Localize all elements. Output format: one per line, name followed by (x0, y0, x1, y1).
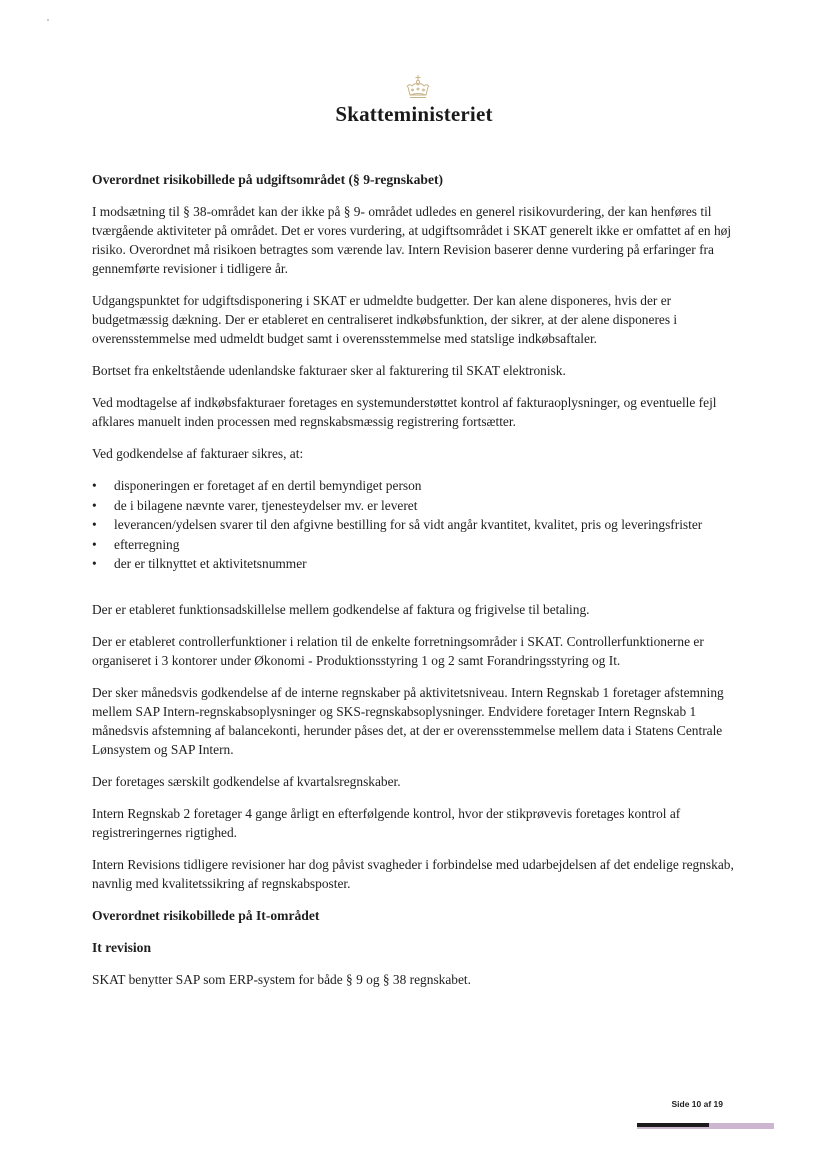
crown-icon (403, 74, 433, 100)
page-progress-fill (637, 1123, 709, 1127)
page-progress-track (637, 1123, 774, 1129)
paragraph-risikovurdering: I modsætning til § 38-området kan der ikke på § 9- området udledes en generel risikovurdering, der kan henføres til tværgående aktiviteter på området. Det er vores vurdering, at udgiftsområdet i SKAT generelt ikke er omfattet af en høj risiko. Overordnet må risikoen betragtes som værende lav. Intern Revision baserer denne vurdering på erfaringer fra gennemførte revisioner i tidligere år. (92, 204, 732, 276)
subsection-heading-it-revision: It revision (92, 939, 152, 955)
document-body (92, 170, 742, 1002)
paragraph-erp-system: SKAT benytter SAP som ERP-system for både § 9 og § 38 regnskabet. (92, 971, 471, 987)
paragraph-efterfoelgende-kontrol: Intern Regnskab 2 foretager 4 gange årligt en efterfølgende kontrol, hvor der stikprøvevis foretages kontrol af registreringernes rigtighed. (92, 805, 681, 840)
bullet-icon: • (92, 497, 97, 513)
paragraph-fakturering: Bortset fra enkeltstående udenlandske fakturaer sker al fakturering til SKAT elektronisk. (92, 363, 566, 378)
ministry-title: Skatteministeriet (335, 102, 493, 126)
list-item: • efterregning (92, 535, 742, 555)
bullet-icon: • (92, 517, 97, 532)
bullet-icon: • (92, 478, 97, 493)
list-item: • der er tilknyttet et aktivitetsnummer (92, 554, 742, 574)
list-item: • leverancen/ydelsen svarer til den afgivne bestilling for så vidt angår kvantitet, kvalitet, pris og leveringsfrister (92, 515, 742, 535)
section-heading-udgiftsomraadet: Overordnet risikobillede på udgiftsområdet (§ 9-regnskabet) (92, 172, 444, 187)
paragraph-kvartalsregnskaber: Der foretages særskilt godkendelse af kvartalsregnskaber. (92, 773, 401, 789)
paragraph-modtagelse: Ved modtagelse af indkøbsfakturaer foretages en systemunderstøttet kontrol af fakturaoplysninger, og eventuelle fejl afklares manuelt inden processen med regnskabsmæssig registrering fortsætter. (92, 395, 717, 429)
section-heading-it-omraadet: Overordnet risikobillede på It-området (92, 907, 320, 923)
paragraph-funktionsadskillelse: Der er etableret funktionsadskillelse mellem godkendelse af faktura og frigivelse til betaling. (92, 601, 590, 617)
paragraph-godkendelse-intro: Ved godkendelse af fakturaer sikres, at: (92, 446, 304, 461)
paragraph-controllerfunktioner: Der er etableret controllerfunktioner i relation til de enkelte forretningsområder i SKAT. Controllerfunktionerne er organiseret i 3 kontorer under Økonomi - Produktionsstyring 1 og 2 samt Forandringsstyring og It. (92, 633, 704, 668)
paragraph-svagheder: Intern Revisions tidligere revisioner har dog påvist svagheder i forbindelse med udarbejdelsen af det endelige regnskab, navnlig med kvalitetssikring af regnskabsposter. (92, 856, 734, 891)
approval-criteria-list (92, 476, 742, 574)
paragraph-maanedsvis-godkendelse: Der sker månedsvis godkendelse af de interne regnskaber på aktivitetsniveau. Intern Regnskab 1 foretager afstemning mellem SAP Intern-regnskabsoplysninger og SKS-regnskabsoplysninger. Endvidere foretager Intern Regnskab 1 månedsvis afstemning af balancekonti, herunder påses det, at der er overensstemmelse mellem data i Statens Centrale Lønsystem og SAP Intern. (92, 684, 724, 757)
list-item: • de i bilagene nævnte varer, tjenesteydelser mv. er leveret (92, 496, 742, 516)
page-number: Side 10 af 19 (671, 1099, 723, 1109)
bullet-icon: • (92, 536, 97, 552)
paragraph-udgiftsdisponering: Udgangspunktet for udgiftsdisponering i SKAT er udmeldte budgetter. Der kan alene disponeres, hvis der er budgetmæssig dækning. Der er etableret en centraliseret indkøbsfunktion, der sikrer, at der alene disponeres i overensstemmelse med udmeldt budget samt i overensstemmelse med statslige indkøbsaftaler. (92, 293, 678, 346)
scan-speck (47, 19, 49, 21)
bullet-icon: • (92, 556, 97, 571)
list-item: • disponeringen er foretaget af en dertil bemyndiget person (92, 476, 742, 496)
